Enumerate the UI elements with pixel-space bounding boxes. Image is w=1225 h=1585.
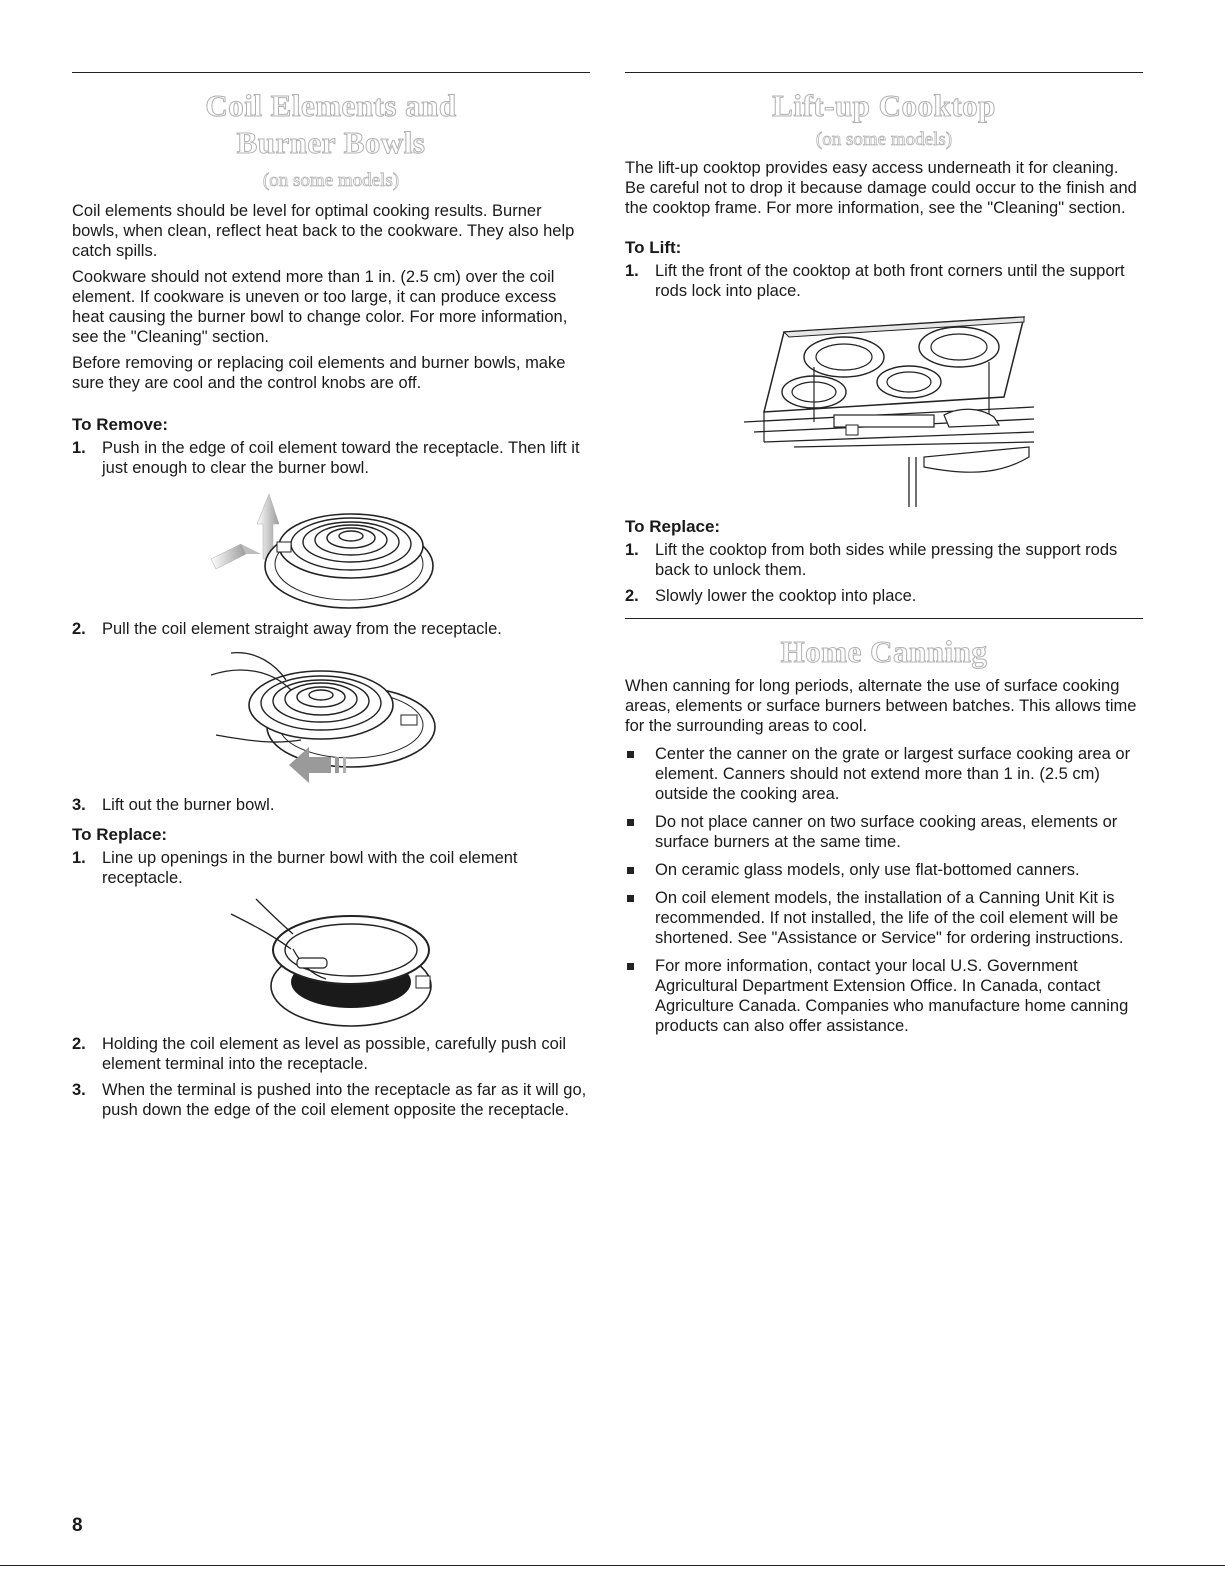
bullet-square-icon	[627, 963, 634, 970]
bullet-square-icon	[627, 867, 634, 874]
burner-bowl-illustration	[201, 894, 461, 1034]
canning-bullet-4	[625, 888, 1143, 948]
coil-heading-line1: Coil Elements and	[205, 88, 457, 123]
bullet-square-icon	[627, 819, 634, 826]
canning-heading: Home Canning	[780, 634, 988, 669]
remove-step-2	[72, 619, 590, 639]
canning-paragraph: When canning for long periods, alternate the use of surface cooking areas, elements or surface burners between batches. This allows time for the surrounding areas to cool.	[625, 677, 1137, 735]
step-text: Line up openings in the burner bowl with the coil element receptacle.	[102, 849, 518, 887]
bullet-text: On ceramic glass models, only use flat-bottomed canners.	[655, 861, 1080, 879]
step-number: 1.	[72, 849, 86, 867]
step-number: 1.	[625, 262, 639, 280]
liftup-replace-step-2	[625, 586, 1143, 606]
canning-bullet-2	[625, 812, 1143, 852]
step-number: 3.	[72, 796, 86, 814]
liftup-replace-heading: To Replace:	[625, 517, 721, 536]
bullet-text: For more information, contact your local U.S. Government Agricultural Department Extension Office. In Canada, contact Agriculture Canada. Companies who manufacture home canning products can also offer assistance.	[655, 957, 1129, 1035]
canning-bullet-3	[625, 860, 1143, 880]
bullet-square-icon	[627, 751, 634, 758]
step-number: 1.	[72, 439, 86, 457]
coil-cookware-paragraph: Cookware should not extend more than 1 in. (2.5 cm) over the coil element. If cookware is uneven or too large, it can produce excess heat causing the burner bowl to change color. For more information, see the "Cleaning" section.	[72, 268, 568, 346]
bullet-text: Do not place canner on two surface cooking areas, elements or surface burners at the same time.	[655, 813, 1118, 851]
coil-intro-paragraph: Coil elements should be level for optimal cooking results. Burner bowls, when clean, reflect heat back to the cookware. They also help catch spills.	[72, 202, 575, 260]
step-text: When the terminal is pushed into the receptacle as far as it will go, push down the edge of the coil element opposite the receptacle.	[102, 1081, 587, 1119]
liftup-heading-sub: (on some models)	[815, 129, 953, 150]
step-text: Lift the front of the cooktop at both front corners until the support rods lock into place.	[655, 262, 1125, 300]
replace-heading: To Replace:	[72, 825, 168, 844]
replace-step-2	[72, 1034, 590, 1074]
lift-step-1	[625, 261, 1143, 301]
lift-heading: To Lift:	[625, 238, 682, 257]
step-number: 3.	[72, 1081, 86, 1099]
footer-rule	[0, 1565, 1225, 1566]
step-text: Push in the edge of coil element toward the receptacle. Then lift it just enough to clear the burner bowl.	[102, 439, 580, 477]
liftup-replace-step-1	[625, 540, 1143, 580]
liftup-heading: Lift-up Cooktop	[772, 88, 996, 123]
coil-push-illustration	[201, 484, 461, 619]
step-text: Slowly lower the cooktop into place.	[655, 587, 917, 605]
step-text: Pull the coil element straight away from the receptacle.	[102, 620, 502, 638]
canning-bullet-1	[625, 744, 1143, 804]
step-number: 1.	[625, 541, 639, 559]
remove-step-3	[72, 795, 590, 815]
step-number: 2.	[72, 1035, 86, 1053]
step-number: 2.	[72, 620, 86, 638]
right-column	[625, 72, 1143, 1044]
step-text: Lift the cooktop from both sides while pressing the support rods back to unlock them.	[655, 541, 1118, 579]
bullet-square-icon	[627, 895, 634, 902]
canning-bullet-5	[625, 956, 1143, 1036]
remove-step-1	[72, 438, 590, 478]
left-column	[72, 72, 590, 1126]
step-text: Lift out the burner bowl.	[102, 796, 275, 814]
replace-step-1	[72, 848, 590, 888]
liftup-intro-paragraph: The lift-up cooktop provides easy access underneath it for cleaning. Be careful not to drop it because damage could occur to the finish and the cooktop frame. For more information, see the "Cleaning" section.	[625, 159, 1137, 217]
coil-safety-paragraph: Before removing or replacing coil elements and burner bowls, make sure they are cool and the control knobs are off.	[72, 354, 566, 392]
page-number: 8	[72, 1515, 83, 1536]
coil-heading-sub: (on some models)	[262, 170, 400, 191]
bullet-text: On coil element models, the installation of a Canning Unit Kit is recommended. If not installed, the life of the coil element will be shortened. See "Assistance or Service" for ordering instructions.	[655, 889, 1124, 947]
liftup-cooktop-illustration	[734, 307, 1034, 507]
remove-heading: To Remove:	[72, 415, 169, 434]
step-text: Holding the coil element as level as possible, carefully push coil element terminal into the receptacle.	[102, 1035, 567, 1073]
bullet-text: Center the canner on the grate or largest surface cooking area or element. Canners should not extend more than 1 in. (2.5 cm) outside the cooking area.	[655, 745, 1131, 803]
step-number: 2.	[625, 587, 639, 605]
replace-step-3	[72, 1080, 590, 1120]
coil-pull-illustration	[201, 645, 461, 795]
coil-heading-line2: Burner Bowls	[236, 125, 426, 160]
